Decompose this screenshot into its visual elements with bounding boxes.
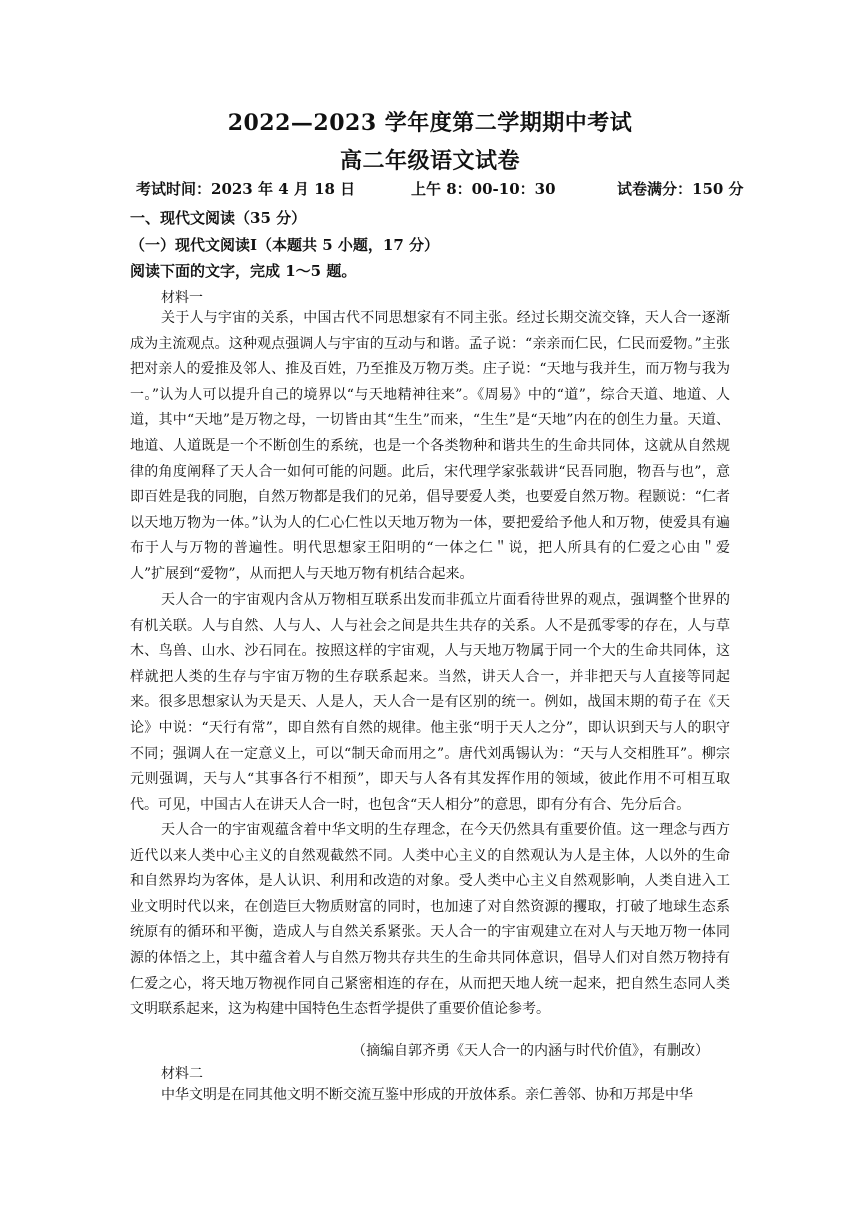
exam-subtitle: 高二年级语文试卷 [339,148,520,174]
subsection-heading: （一）现代文阅读Ⅰ（本题共 5 小题，17 分） [130,236,439,254]
material-one-paragraph: 关于人与宇宙的关系，中国古代不同思想家有不同主张。经过长期交流交锋，天人合一逐渐成为主流观点。这种观点强调人与宇宙的互动与和谐。孟子说：“亲亲而仁民，仁民而爱物。”主张把对亲人的爱推及邻人、推及百姓，乃至推及万物万类。庄子说：“天地与我并生，而万物与我为一。”认为人可以提升自己的境界以“与天地精神往来”。《周易》中的“道”，综合天道、地道、人道，其中“天地”是万物之母，一切皆由其“生生”而来，“生生”是“天地”内在的创生力量。天道、地道、人道既是一个不断创生的系统，也是一个各类物种和谐共生的生命共同体，这就从自然规律的角度阐释了天人合一如何可能的问题。此后，宋代理学家张载讲“民吾同胞，物吾与也”，意即百姓是我的同胞，自然万物都是我们的兄弟，倡导要爱人类，也要爱自然万物。程颢说：“仁者以天地万物为一体。”认为人的仁心仁性以天地万物为一体，要把爱给予他人和万物，使爱具有遍布于人与万物的普遍性。明代思想家王阳明的“一体之仁＂说，把人所具有的仁爱之心由＂爱人”扩展到“爱物”，从而把人与天地万物有机结合起来。 [130,310,730,582]
full-score: 试卷满分：150 分 [617,180,744,198]
material-one-paragraph: 天人合一的宇宙观内含从万物相互联系出发而非孤立片面看待世界的观点，强调整个世界的有机关联。人与自然、人与人、人与社会之间是共生共存的关系。人不是孤零零的存在，人与草木、鸟兽、山水、沙石同在。按照这样的宇宙观，人与天地万物属于同一个大的生命共同体，这样就把人类的生存与宇宙万物的生存联系起来。当然，讲天人合一，并非把天与人直接等同起来。很多思想家认为天是天、人是人，天人合一是有区别的统一。例如，战国末期的荀子在《天论》中说：“天行有常”，即自然有自然的规律。他主张“明于天人之分”，即认识到天与人的职守不同；强调人在一定意义上，可以“制天命而用之”。唐代刘禹锡认为：“天与人交相胜耳”。柳宗元则强调，天与人“其事各行不相预”，即天与人各有其发挥作用的领域，彼此作用不可相互取代。可见，中国古人在讲天人合一时，也包含“天人相分”的意思，即有分有合、先分后合。 [130,592,730,813]
exam-title: 2022—2023 学年度第二学期期中考试 [227,110,633,136]
material-two-label: 材料二 [161,1066,203,1082]
material-one-label: 材料一 [161,290,203,306]
material-one-paragraph: 天人合一的宇宙观蕴含着中华文明的生存理念，在今天仍然具有重要价值。这一理念与西方近代以来人类中心主义的自然观截然不同。人类中心主义的自然观认为人是主体，人以外的生命和自然界均为客体，是人认识、利用和改造的对象。受人类中心主义自然观影响，人类自进入工业文明时代以来，在创造巨大物质财富的同时，也加速了对自然资源的攫取，打破了地球生态系统原有的循环和平衡，造成人与自然关系紧张。天人合一的宇宙观建立在对人与天地万物一体同源的体悟之上，其中蕴含着人与自然万物共存共生的生命共同体意识，倡导人们对自然万物持有仁爱之心，将天地万物视作同自己紧密相连的存在，从而把天地人统一起来，把自然生态同人类文明联系起来，这为构建中国特色生态哲学提供了重要价值论参考。 [130,822,730,1018]
material-one-source: （摘编自郭齐勇《天人合一的内涵与时代价值》，有删改） [352,1043,709,1059]
material-two-paragraph: 中华文明是在同其他文明不断交流互鉴中形成的开放体系。亲仁善邻、协和万邦是中华 [161,1087,693,1103]
section-heading: 一、现代文阅读（35 分） [130,209,307,227]
reading-instruction: 阅读下面的文字，完成 1～5 题。 [130,262,357,280]
exam-session: 上午 8：00-10：30 [411,180,556,198]
exam-info-line [136,178,756,200]
exam-time: 考试时间：2023 年 4 月 18 日 [136,180,356,198]
